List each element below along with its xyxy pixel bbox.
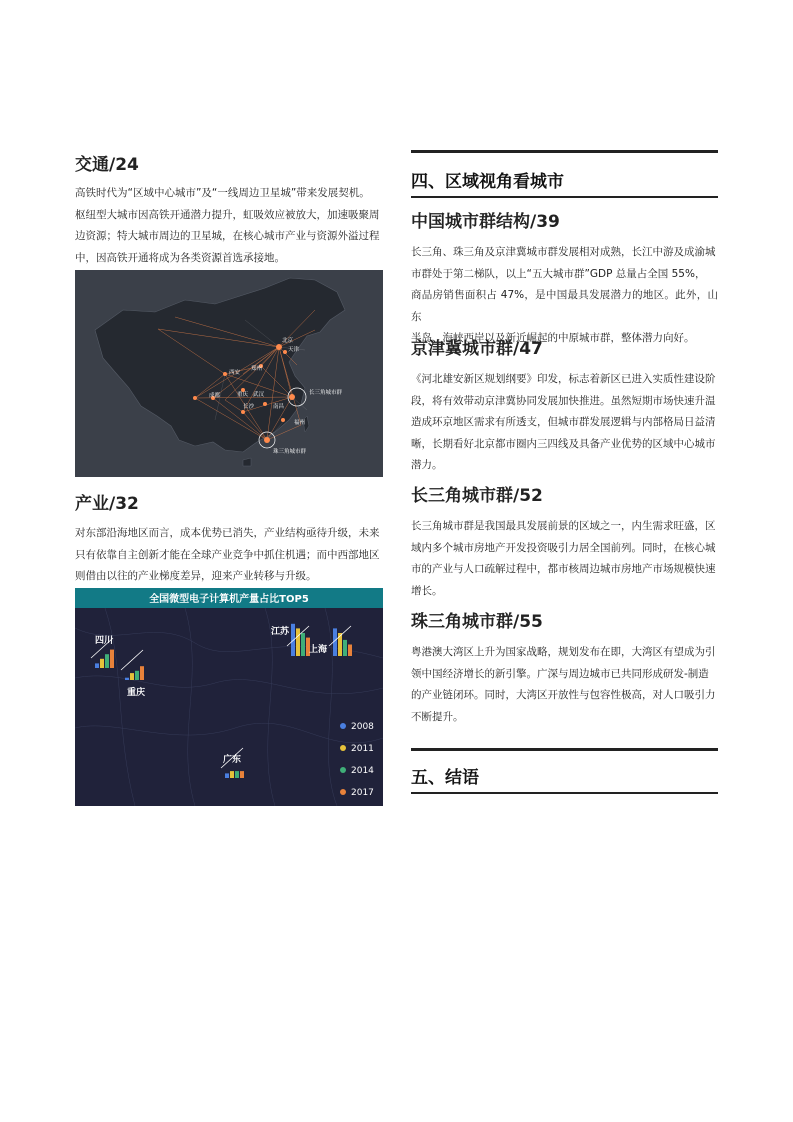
bar (105, 654, 109, 668)
prd-heading: 珠三角城市群/55 (411, 612, 543, 632)
bar (130, 673, 134, 680)
map-label-chengdu: 成都 (209, 393, 221, 399)
trend-arrow (121, 650, 143, 670)
jjj-line: 造成环京地区需求有所透支，但城市群发展逻辑与内部格局日益清 (411, 416, 716, 428)
prd-line: 领中国经济增长的新引擎。广深与周边城市已共同形成研发-制造 (411, 667, 709, 680)
bar (235, 771, 239, 778)
yrd-line: 长三角城市群是我国最具发展前景的区域之一，内生需求旺盛，区 (411, 520, 716, 532)
section5-title: 五、结语 (411, 768, 479, 788)
legend-label: 2017 (351, 788, 374, 798)
legend-label: 2011 (351, 744, 374, 754)
section4-title: 四、区域视角看城市 (411, 172, 564, 192)
bar-groups (91, 624, 352, 778)
bar (100, 659, 104, 668)
china-map-svg (75, 270, 383, 477)
legend-label: 2008 (351, 722, 374, 732)
yrd-line: 市的产业与人口疏解过程中，都市核周边城市房地产市场规模快速 (411, 563, 716, 575)
jjj-paragraph (411, 369, 718, 477)
map-label-nanchang: 南昌 (273, 404, 285, 410)
legend-swatch (340, 789, 346, 795)
traffic-line: 边资源；特大城市周边的卫星城，在核心城市产业与资源外溢过程 (75, 230, 380, 242)
traffic-paragraph (75, 183, 383, 269)
bar (135, 671, 139, 680)
traffic-line: 中，因高铁开通将成为各类资源首选承接地。 (75, 251, 285, 264)
bar (125, 678, 129, 680)
industry-line: 对东部沿海地区而言，成本优势已消失，产业结构亟待升级，未来 (75, 527, 380, 539)
rail-network-map-figure (75, 270, 383, 477)
hainan-shape (243, 458, 251, 466)
bar (240, 771, 244, 778)
industry-line: 则借由以往的产业梯度差异，迎来产业转移与升级。 (75, 570, 317, 582)
section5-bottom-rule (411, 792, 718, 794)
map-label-prd: 珠三角城市群 (273, 449, 307, 455)
map-label-beijing: 北京 (282, 338, 294, 344)
bar (225, 773, 229, 778)
traffic-heading: 交通/24 (75, 155, 139, 175)
section5-top-rule (411, 748, 718, 751)
structure-line: 商品房销售面积占 47%，是中国最具发展潜力的地区。此外，山东 (411, 289, 718, 323)
map-label-tianjin: 天津 (288, 347, 300, 353)
chart-legend (340, 722, 374, 798)
map-label-chongqing: 重庆 (237, 392, 249, 398)
yrd-line: 域内多个城市房地产开发投资吸引力居全国前列。同时，在核心城 (411, 541, 716, 554)
bar-group-2 (270, 624, 310, 656)
prd-line: 粤港澳大湾区上升为国家战略，规划发布在即，大湾区有望成为引 (411, 646, 716, 658)
bar (301, 633, 305, 656)
jjj-line: 《河北雄安新区规划纲要》印发，标志着新区已进入实质性建设阶 (411, 373, 716, 385)
bar (296, 628, 300, 656)
prd-line: 不断提升。 (411, 710, 464, 723)
bar (343, 640, 347, 656)
bar-group-3 (309, 626, 352, 656)
bar-group-0 (91, 635, 114, 668)
bar (95, 663, 99, 668)
structure-line: 长三角、珠三角及京津冀城市群发展相对成熟，长江中游及成渝城 (411, 246, 716, 258)
yrd-line: 增长。 (411, 584, 443, 597)
structure-line: 市群处于第二梯队，以上“五大城市群”GDP 总量占全国 55%， (411, 267, 706, 280)
industry-heading: 产业/32 (75, 494, 139, 514)
jjj-heading: 京津冀城市群/47 (411, 339, 543, 359)
map-label-wuhan: 武汉 (253, 392, 265, 398)
bar-group-1 (121, 650, 145, 698)
chart-title: 全国微型电子计算机产量占比TOP5 (149, 594, 309, 605)
industry-paragraph (75, 523, 383, 588)
map-label-zhengzhou: 郑州 (251, 366, 263, 372)
category-label: 四川 (95, 636, 114, 646)
legend-swatch (340, 723, 346, 729)
yrd-paragraph (411, 516, 718, 602)
category-label: 广东 (223, 755, 242, 765)
category-label: 江苏 (271, 627, 290, 637)
bar (291, 624, 295, 656)
bar-chart-svg (75, 588, 383, 806)
map-label-yrd: 长三角城市群 (309, 390, 343, 396)
category-label: 上海 (309, 645, 328, 655)
section4-bottom-rule (411, 196, 718, 198)
jjj-line: 晰，长期看好北京都市圈内三四线及具备产业优势的区域中心城市 (411, 437, 716, 450)
structure-line: 半岛、海峡西岸以及新近崛起的中原城市群，整体潜力向好。 (411, 332, 695, 344)
bar (110, 650, 114, 668)
bar (348, 645, 352, 657)
bar-group-4 (221, 748, 244, 778)
section4-top-rule (411, 150, 718, 153)
prd-paragraph (411, 642, 718, 728)
computer-output-chart-figure (75, 588, 383, 806)
structure-heading: 中国城市群结构/39 (411, 212, 560, 232)
jjj-line: 潜力。 (411, 459, 443, 471)
legend-swatch (340, 745, 346, 751)
legend-swatch (340, 767, 346, 773)
yrd-heading: 长三角城市群/52 (411, 486, 543, 506)
bar (230, 771, 234, 778)
traffic-line: 枢纽型大城市因高铁开通潜力提升，虹吸效应被放大，加速吸聚周 (75, 208, 380, 221)
prd-line: 的产业链闭环。同时，大湾区开放性与包容性极高，对人口吸引力 (411, 689, 716, 701)
bar (140, 666, 144, 680)
map-label-changsha: 长沙 (243, 404, 255, 410)
map-label-fuzhou: 福州 (294, 420, 306, 426)
category-label: 重庆 (127, 688, 146, 698)
legend-label: 2014 (351, 766, 374, 776)
structure-paragraph (411, 242, 718, 350)
jjj-line: 段，将有效带动京津冀协同发展加快推进。虽然短期市场快速升温 (411, 394, 716, 407)
industry-line: 只有依靠自主创新才能在全球产业竞争中抓住机遇；而中西部地区 (75, 548, 380, 561)
map-label-xian: 西安 (229, 370, 241, 376)
traffic-line: 高铁时代为“区域中心城市”及“一线周边卫星城”带来发展契机。 (75, 187, 370, 199)
